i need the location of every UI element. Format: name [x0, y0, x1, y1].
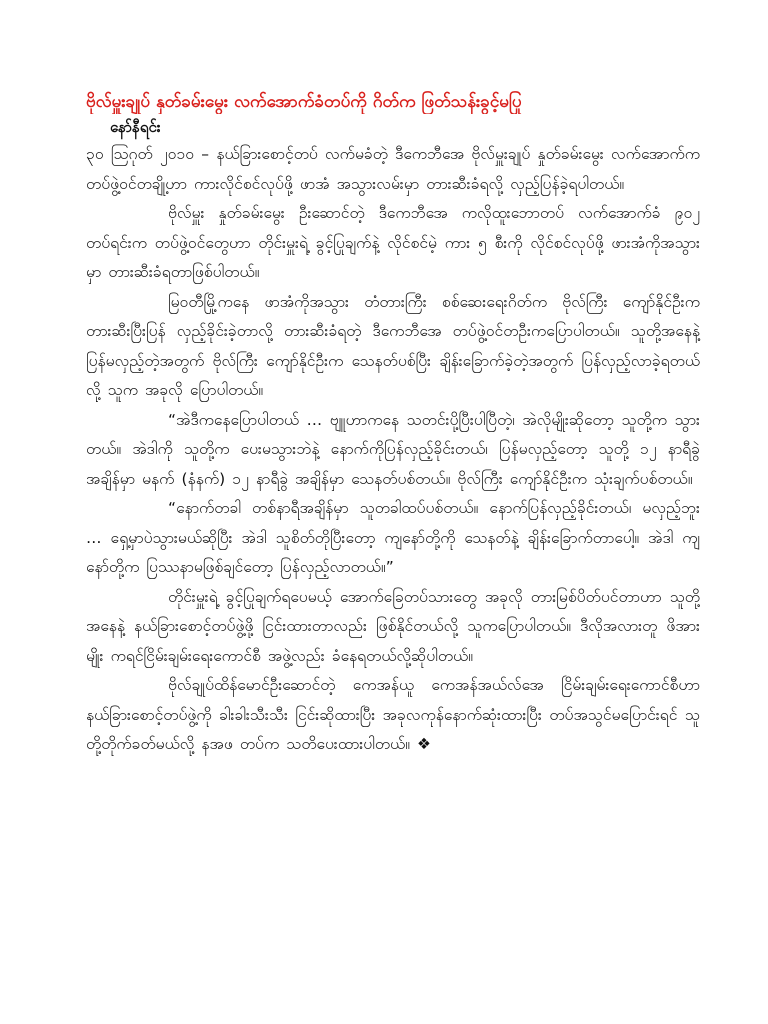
paragraph-3: မြဝတီမြို့ကနေ ဖာအံကိုအသွား တံတားကြီး စစ်ဆေးရေးဂိတ်က ဗိုလ်ကြီး ကျော်နိုင်ဦးက တားဆီးပြီးပြန် လှည့်ခိုင်းခဲ့တာလို့ တားဆီးခံရတဲ့ ဒီကေဘီအေ တပ်ဖွဲ့ဝင်တဦးကပြောပါတယ်။ သူတို့အနေနဲ့ ပြန်မလှည့်တဲ့အတွက် ဗိုလ်ကြီး ကျော်နိုင်ဦးက သေနတ်ပစ်ပြီး ချိန်းခြောက်ခဲ့တဲ့အတွက် ပြန်လှည့်လာခဲ့ရတယ်လို့ သူက အခုလို ပြောပါတယ်။	[86, 292, 700, 399]
article-author: နော်နီရင်း	[110, 118, 161, 136]
paragraph-2: ဗိုလ်မှူး နှုတ်ခမ်းမွေး ဦးဆောင်တဲ့ ဒီကေဘီအေ ကလိုထူးဘောတပ် လက်အောက်ခံ ၉၀၂ တပ်ရင်းက တပ်ဖွဲ့ဝင်တွေဟာ တိုင်းမှူးရဲ့ ခွင့်ပြုချက်နဲ့ လိုင်စင်မဲ့ ကား ၅ စီးကို လိုင်စင်လုပ်ဖို့ ဖားအံကိုအသွားမှာ တားဆီးခံရတာဖြစ်ပါတယ်။	[86, 204, 700, 281]
article-body	[86, 140, 700, 760]
article-page	[86, 0, 700, 1024]
paragraph-6: တိုင်းမှူးရဲ့ ခွင့်ပြုချက်ရပေမယ့် အောက်ခြေတပ်သားတွေ အခုလို တားမြစ်ပိတ်ပင်တာဟာ သူတို့အနေနဲ့ နယ်ခြားစောင့်တပ်ဖွဲ့ဖို့ ငြင်းထားတာလည်း ဖြစ်နိုင်တယ်လို့ သူကပြောပါတယ်။ ဒီလိုအလားတူ ဖိအားမျိုး ကရင်ငြိမ်းချမ်းရေးကောင်စီ အဖွဲ့လည်း ခံနေရတယ်လို့ဆိုပါတယ်။	[86, 587, 700, 665]
paragraph-4-quote: “အဲဒီကနေပြောပါတယ် … ဗျူဟာကနေ သတင်းပို့ပြီးပါပြီတဲ့၊ အဲလိုမျိုးဆိုတော့ သူတို့က သွားတယ်။ အဲဒါကို သူတို့က ပေးမသွားဘဲနဲ့ နောက်ကိုပြန်လှည့်ခိုင်းတယ်၊ ပြန်မလှည့်တော့ သူတို့ ၁၂ နာရီခွဲ အချိန်မှာ မနက် (နံနက်) ၁၂ နာရီခွဲ အချိန်မှာ သေနတ်ပစ်တယ်။ ဗိုလ်ကြီး ကျော်နိုင်ဦးက သုံးချက်ပစ်တယ်။	[86, 410, 700, 488]
paragraph-7: ဗိုလ်ချုပ်ထိန်မောင်ဦးဆောင်တဲ့ ကေအန်ယူ ကေအန်အယ်လ်အေ ငြိမ်းချမ်းရေးကောင်စီဟာ နယ်ခြားစောင့်တပ်ဖွဲ့ကို ခါးခါးသီးသီး ငြင်းဆိုထားပြီး အခုလကုန်နောက်ဆုံးထားပြီး တပ်အသွင်မပြောင်းရင် သူတို့တိုက်ခတ်မယ်လို့ နအဖ တပ်က သတိပေးထားပါတယ်။ ❖	[86, 676, 700, 753]
paragraph-1: ၃၀ ဩဂုတ် ၂၀၁၀ – နယ်ခြားစောင့်တပ် လက်မခံတဲ့ ဒီကေဘီအေ ဗိုလ်မှူးချုပ် နှုတ်ခမ်းမွေး လက်အောက်က တပ်ဖွဲ့ဝင်တချို့ဟာ ကားလိုင်စင်လုပ်ဖို့ ဖာအံ အသွားလမ်းမှာ တားဆီးခံရလို့ လှည့်ပြန်ခဲ့ရပါတယ်။	[86, 145, 700, 193]
paragraph-5-quote: “နောက်တခါ တစ်နာရီအချိန်မှာ သူတခါထပ်ပစ်တယ်။ နောက်ပြန်လှည့်ခိုင်းတယ်၊ မလှည့်ဘူး … ရှေ့မှာပဲသွားမယ်ဆိုပြီး အဲဒါ သူစိတ်တိုပြီးတော့ ကျနော်တို့ကို သေနတ်နဲ့ ချိန်းခြောက်တာပေါ့။ အဲဒါ ကျနော်တို့က ပြဿနာမဖြစ်ချင်တော့ ပြန်လှည့်လာတယ်။”	[86, 499, 700, 576]
article-title: ဗိုလ်မှူးချုပ် နှတ်ခမ်းမွေး လက်အောက်ခံတပ်ကို ဂိတ်က ဖြတ်သန်းခွင့်မပြု	[86, 92, 522, 112]
